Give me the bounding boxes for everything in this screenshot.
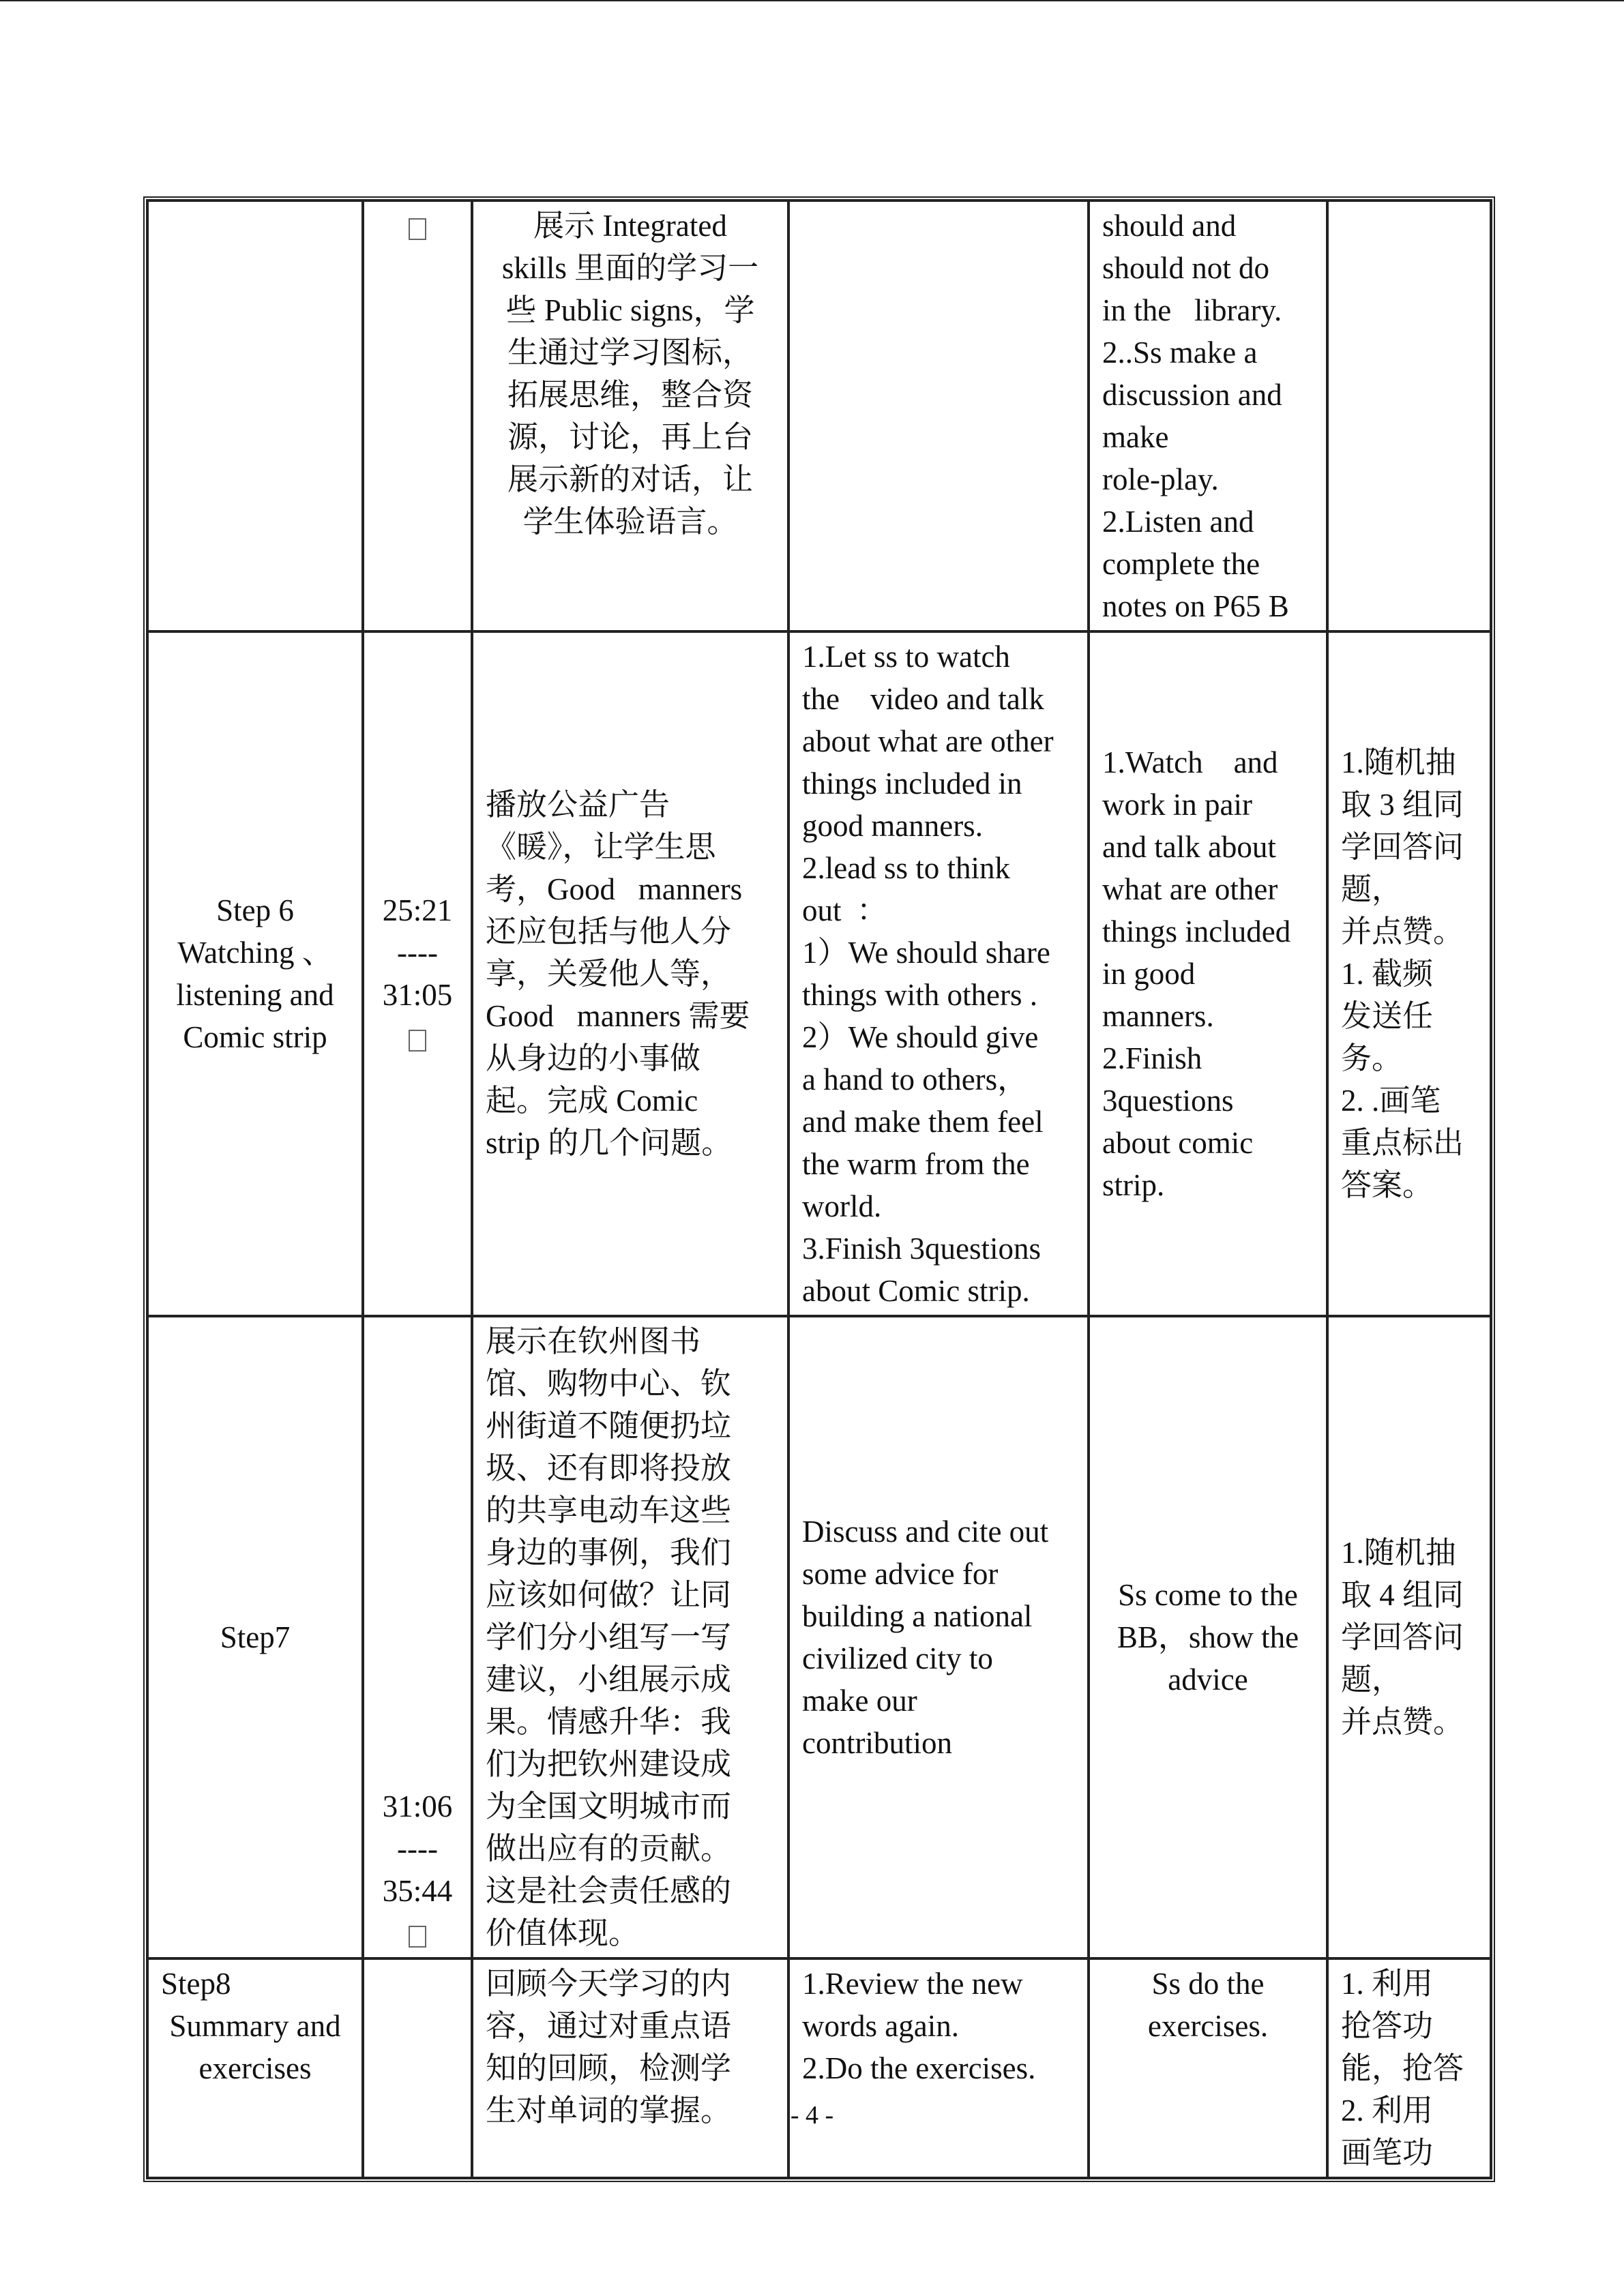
teacher-activity-cell: 回顾今天学习的内 容，通过对重点语 知的回顾，检测学 生对单词的掌握。	[472, 1958, 788, 2178]
step-cell	[147, 200, 363, 631]
step-cell: Step 6 Watching 、 listening and Comic strip	[147, 631, 363, 1316]
teacher-activity-cell: 展示在钦州图书 馆、购物中心、钦 州街道不随便扔垃 圾、还有即将投放 的共享电动车这些 身边的事例，我们 应该如何做？让同 学们分小组写一写 建议，小组展示成 果。情感升华：我 们为把钦州建设成 为全国文明城市而 做出应有的贡献。 这是社会责任感的 价值体现。	[472, 1316, 788, 1958]
student-activity-cell: Ss do the exercises.	[1089, 1958, 1327, 2178]
teaching-steps-cell: Discuss and cite out some advice for building a national civilized city to make our contribution	[788, 1316, 1089, 1958]
teacher-activity-cell: 播放公益广告 《暖》，让学生思 考，Good manners 还应包括与他人分 享，关爱他人等， Good manners 需要 从身边的小事做 起。完成 Comic strip 的几个问题。	[472, 631, 788, 1316]
time-cell	[363, 200, 472, 631]
teaching-steps-cell	[788, 200, 1089, 631]
table-row	[147, 631, 1491, 1316]
design-cell: 1. 利用 抢答功 能，抢答 2. 利用 画笔功	[1327, 1958, 1491, 2178]
design-cell: 1.随机抽 取 3 组同 学回答问 题， 并点赞。 1. 截频 发送任 务。 2. .画笔 重点标出 答案。	[1327, 631, 1491, 1316]
missing-glyph-icon	[409, 1030, 426, 1052]
student-activity-cell: 1.Watch and work in pair and talk about what are other things included in good manners. 2.Finish 3questions about comic strip.	[1089, 631, 1327, 1316]
page-number: - 4 -	[790, 2101, 834, 2130]
time-cell: 25:21 ---- 31:05	[363, 631, 472, 1316]
missing-glyph-icon	[409, 218, 426, 240]
lesson-plan-table	[143, 196, 1495, 2182]
time-cell	[363, 1958, 472, 2178]
page-top-border	[0, 0, 1624, 1]
step-cell: Step7	[147, 1316, 363, 1958]
student-activity-cell: should and should not do in the library. 2..Ss make a discussion and make role-play. 2.Listen and complete the notes on P65 B	[1089, 200, 1327, 631]
time-cell: 31:06 ---- 35:44	[363, 1316, 472, 1958]
design-cell: 1.随机抽 取 4 组同 学回答问 题， 并点赞。	[1327, 1316, 1491, 1958]
missing-glyph-icon	[409, 1926, 426, 1948]
teacher-activity-cell: 展示 Integrated skills 里面的学习一 些 Public signs，学 生通过学习图标， 拓展思维，整合资 源，讨论，再上台 展示新的对话，让 学生体验语言。	[472, 200, 788, 631]
student-activity-cell: Ss come to the BB，show the advice	[1089, 1316, 1327, 1958]
table-row	[147, 1958, 1491, 2178]
teaching-steps-cell: 1.Let ss to watch the video and talk about what are other things included in good manners. 2.lead ss to think out ： 1）We should share things with others . 2）We should give a hand to others， and make them feel the warm from the world. 3.Finish 3questions about Comic strip.	[788, 631, 1089, 1316]
step-cell: Step8 Summary and exercises	[147, 1958, 363, 2178]
teaching-steps-cell: 1.Review the new words again. 2.Do the exercises.	[788, 1958, 1089, 2178]
table-row	[147, 200, 1491, 631]
design-cell	[1327, 200, 1491, 631]
table-row	[147, 1316, 1491, 1958]
